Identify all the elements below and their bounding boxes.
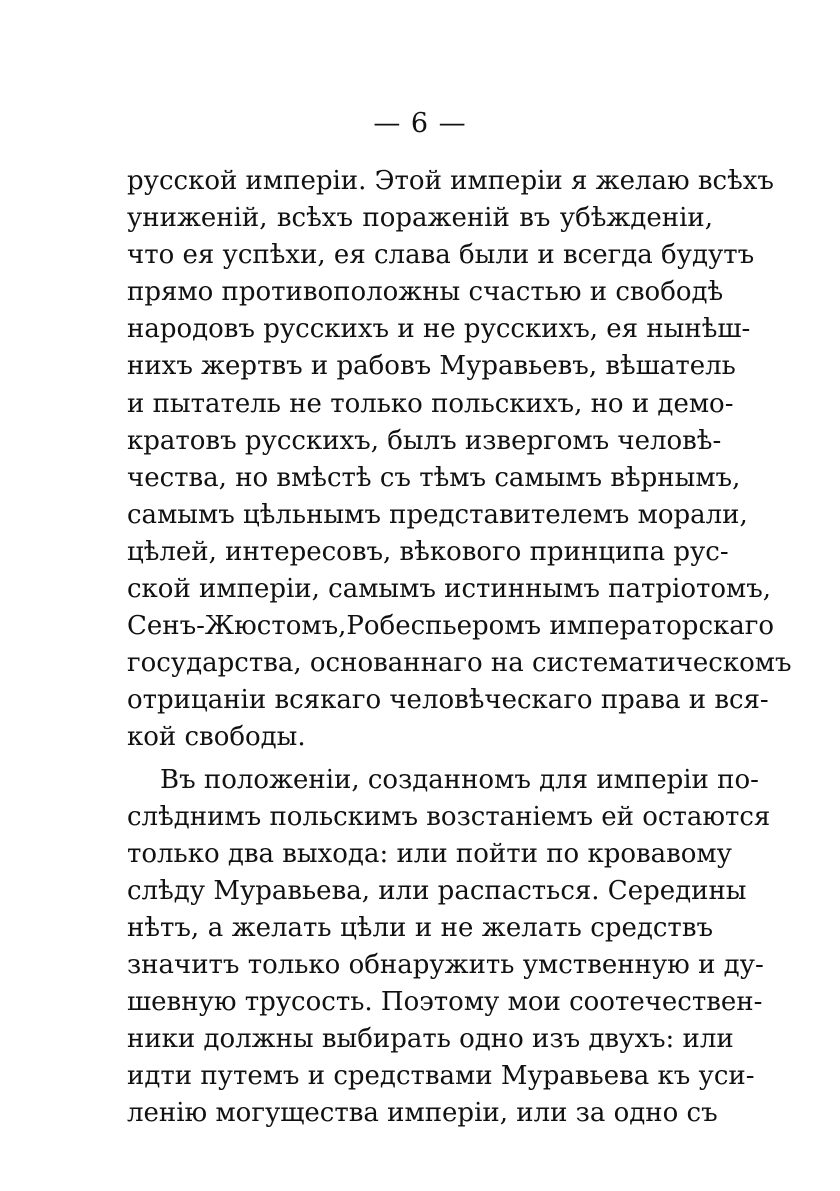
text-line: ской имперiи, самымъ истиннымъ патрiотомъ, [127,574,772,605]
text-line: значитъ только обнаружить умственную и ду- [127,949,764,980]
text-line: нѣтъ, а желать цѣли и не желать средствъ [127,912,713,943]
paragraph-1 [127,163,792,757]
text-line: униженiй, всѣхъ пораженiй въ убѣжденiи, [127,203,713,234]
text-line: самымъ цѣльнымъ представителемъ морали, [127,499,748,530]
text-line: ники должны выбирать одно изъ двухъ: или [127,1024,734,1055]
text-line: слѣднимъ польскимъ возстанiемъ ей остаются [127,801,771,832]
text-line: прямо противоположны счастью и свободѣ [127,277,724,308]
text-line: только два выхода: или пойти по кровавому [127,838,732,869]
text-line: русской имперiи. Этой имперiи я желаю всѣхъ [127,166,774,196]
text-line: идти путемъ и средствами Муравьева къ уси- [127,1061,755,1092]
text-line: государства, основаннаго на систематическомъ [127,648,792,679]
page-number: — 6 — [373,108,467,139]
text-line: ленiю могущества имперiи, или за одно съ [127,1098,718,1129]
text-line: цѣлей, интересовъ, вѣкового принципа рус- [127,536,729,567]
text-line: Сенъ-Жюстомъ,Робеспьеромъ императорскаго [127,611,775,642]
text-line: чества, но вмѣстѣ съ тѣмъ самымъ вѣрнымъ, [127,462,741,493]
paragraph-2 [127,762,771,1133]
text-line: кратовъ русскихъ, былъ извергомъ человѣ- [127,425,722,456]
text-line: нихъ жертвъ и рабовъ Муравьевъ, вѣшатель [127,351,736,382]
text-line: кой свободы. [127,722,306,753]
text-line: шевную трусость. Поэтому мои соотечествен- [127,987,763,1018]
text-line: отрицанiи всякаго человѣческаго права и вся- [127,685,769,716]
text-line: и пытатель не только польскихъ, но и демо- [127,388,734,419]
text-line: слѣду Муравьева, или распасться. Середины [127,875,747,906]
body-text [127,163,792,1132]
text-line: народовъ русскихъ и не русскихъ, ея нынѣш- [127,314,751,345]
text-line: Въ положенiи, созданномъ для имперiи по- [160,764,759,795]
text-line: что ея успѣхи, ея слава были и всегда будутъ [127,240,755,271]
